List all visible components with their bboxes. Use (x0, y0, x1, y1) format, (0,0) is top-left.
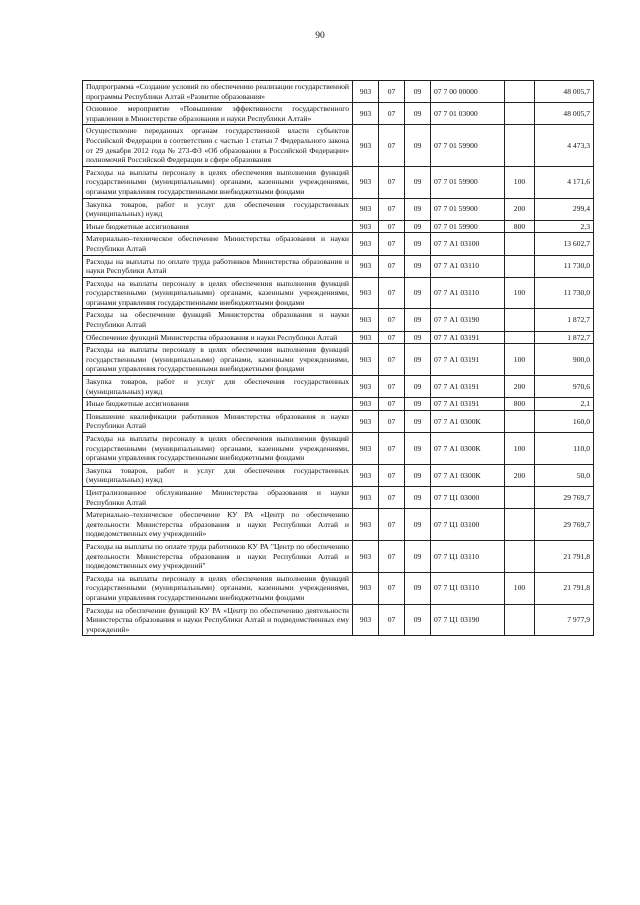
row-sum-cell: 1 872,7 (535, 309, 594, 331)
table-row (83, 125, 594, 166)
row-vr-cell: 800 (505, 398, 535, 411)
row-csr-cell: 07 7 01 59900 (431, 198, 505, 220)
row-rz-cell: 07 (379, 572, 405, 604)
row-name-cell: Расходы на обеспечение функций КУ РА «Центр по обеспечению деятельности Министерства образования и науки Республики Алтай и подведомственных ему учреждений» (83, 604, 353, 636)
page-number: 90 (315, 31, 325, 41)
row-sum-cell: 13 602,7 (535, 233, 594, 255)
row-name-cell: Расходы на выплаты персоналу в целях обеспечения выполнения функций государственными (муниципальными) органами, казенными учреждениями, органами управления государственными внебюджетными фондами (83, 344, 353, 376)
row-pr-cell: 09 (405, 81, 431, 103)
row-name-cell: Повышение квалификации работников Министерства образования и науки Республики Алтай (83, 410, 353, 432)
row-pr-cell: 09 (405, 233, 431, 255)
row-rz-cell: 07 (379, 166, 405, 198)
row-pr-cell: 09 (405, 255, 431, 277)
row-ved-cell: 903 (353, 309, 379, 331)
row-pr-cell: 09 (405, 344, 431, 376)
row-name-cell: Закупка товаров, работ и услуг для обеспечения государственных (муниципальных) нужд (83, 464, 353, 486)
row-ved-cell: 903 (353, 103, 379, 125)
row-name-cell: Расходы на выплаты персоналу в целях обеспечения выполнения функций государственными (муниципальными) органами, казенными учреждениями, органами управления государственными внебюджетными фондами (83, 166, 353, 198)
row-csr-cell: 07 7 А1 03190 (431, 309, 505, 331)
row-sum-cell: 21 791,8 (535, 572, 594, 604)
row-sum-cell: 29 769,7 (535, 486, 594, 508)
row-pr-cell: 09 (405, 604, 431, 636)
row-pr-cell: 09 (405, 410, 431, 432)
row-vr-cell (505, 233, 535, 255)
row-csr-cell: 07 7 А1 03100 (431, 233, 505, 255)
row-rz-cell: 07 (379, 277, 405, 309)
row-name-cell: Расходы на обеспечение функций Министерства образования и науки Республики Алтай (83, 309, 353, 331)
row-sum-cell: 48 005,7 (535, 81, 594, 103)
row-rz-cell: 07 (379, 81, 405, 103)
table-row (83, 486, 594, 508)
row-ved-cell: 903 (353, 81, 379, 103)
row-sum-cell: 160,0 (535, 410, 594, 432)
row-name-cell: Иные бюджетные ассигнования (83, 220, 353, 233)
row-ved-cell: 903 (353, 255, 379, 277)
row-sum-cell: 2,1 (535, 398, 594, 411)
row-name-cell: Расходы на выплаты по оплате труда работников КУ РА "Центр по обеспечению деятельности Министерства образования и науки Республики Алтай и подведомственных ему учреждений" (83, 540, 353, 572)
row-pr-cell: 09 (405, 540, 431, 572)
row-rz-cell: 07 (379, 410, 405, 432)
row-vr-cell: 100 (505, 433, 535, 465)
row-name-cell: Расходы на выплаты по оплате труда работников Министерства образования и науки Республики Алтай (83, 255, 353, 277)
row-ved-cell: 903 (353, 376, 379, 398)
table-row (83, 103, 594, 125)
row-name-cell: Закупка товаров, работ и услуг для обеспечения государственных (муниципальных) нужд (83, 198, 353, 220)
row-ved-cell: 903 (353, 486, 379, 508)
table-row (83, 464, 594, 486)
row-vr-cell: 200 (505, 198, 535, 220)
row-rz-cell: 07 (379, 233, 405, 255)
table-row (83, 166, 594, 198)
row-csr-cell: 07 7 А1 03191 (431, 376, 505, 398)
row-vr-cell (505, 540, 535, 572)
row-pr-cell: 09 (405, 277, 431, 309)
row-ved-cell: 903 (353, 220, 379, 233)
row-csr-cell: 07 7 А1 03191 (431, 344, 505, 376)
row-ved-cell: 903 (353, 331, 379, 344)
table-row (83, 277, 594, 309)
table-row (83, 331, 594, 344)
row-pr-cell: 09 (405, 572, 431, 604)
row-ved-cell: 903 (353, 572, 379, 604)
row-vr-cell: 800 (505, 220, 535, 233)
row-vr-cell (505, 604, 535, 636)
row-vr-cell: 100 (505, 344, 535, 376)
table-row (83, 233, 594, 255)
row-vr-cell: 100 (505, 572, 535, 604)
row-vr-cell (505, 255, 535, 277)
row-pr-cell: 09 (405, 464, 431, 486)
row-vr-cell: 200 (505, 464, 535, 486)
row-vr-cell: 100 (505, 277, 535, 309)
row-csr-cell: 07 7 01 59900 (431, 220, 505, 233)
row-ved-cell: 903 (353, 233, 379, 255)
row-name-cell: Расходы на выплаты персоналу в целях обеспечения выполнения функций государственными (муниципальными) органами, казенными учреждениями, органами управления государственными внебюджетными фондами (83, 433, 353, 465)
row-sum-cell: 11 730,0 (535, 277, 594, 309)
row-name-cell: Иные бюджетные ассигнования (83, 398, 353, 411)
row-csr-cell: 07 7 А1 0300К (431, 410, 505, 432)
row-sum-cell: 4 473,3 (535, 125, 594, 166)
row-rz-cell: 07 (379, 220, 405, 233)
table-row (83, 255, 594, 277)
row-vr-cell: 200 (505, 376, 535, 398)
row-rz-cell: 07 (379, 198, 405, 220)
row-vr-cell (505, 309, 535, 331)
row-sum-cell: 48 005,7 (535, 103, 594, 125)
row-sum-cell: 29 769,7 (535, 509, 594, 541)
row-pr-cell: 09 (405, 198, 431, 220)
row-ved-cell: 903 (353, 398, 379, 411)
row-sum-cell: 970,6 (535, 376, 594, 398)
table-body (83, 81, 594, 636)
row-csr-cell: 07 7 А1 03191 (431, 331, 505, 344)
row-csr-cell: 07 7 Ц1 03000 (431, 486, 505, 508)
row-csr-cell: 07 7 А1 03110 (431, 277, 505, 309)
row-pr-cell: 09 (405, 509, 431, 541)
row-ved-cell: 903 (353, 198, 379, 220)
row-vr-cell (505, 331, 535, 344)
row-vr-cell: 100 (505, 166, 535, 198)
row-csr-cell: 07 7 00 00000 (431, 81, 505, 103)
row-name-cell: Расходы на выплаты персоналу в целях обеспечения выполнения функций государственными (муниципальными) органами, казенными учреждениями, органами управления государственными внебюджетными фондами (83, 277, 353, 309)
row-pr-cell: 09 (405, 331, 431, 344)
row-ved-cell: 903 (353, 509, 379, 541)
row-pr-cell: 09 (405, 103, 431, 125)
row-csr-cell: 07 7 А1 0300К (431, 464, 505, 486)
row-sum-cell: 900,0 (535, 344, 594, 376)
row-sum-cell: 21 791,8 (535, 540, 594, 572)
budget-table (82, 80, 594, 636)
row-pr-cell: 09 (405, 309, 431, 331)
row-name-cell: Централизованное обслуживание Министерства образования и науки Республики Алтай (83, 486, 353, 508)
row-rz-cell: 07 (379, 433, 405, 465)
row-ved-cell: 903 (353, 125, 379, 166)
row-ved-cell: 903 (353, 433, 379, 465)
row-sum-cell: 4 171,6 (535, 166, 594, 198)
table-row (83, 198, 594, 220)
row-ved-cell: 903 (353, 277, 379, 309)
table-row (83, 344, 594, 376)
row-csr-cell: 07 7 А1 03191 (431, 398, 505, 411)
row-vr-cell (505, 125, 535, 166)
row-rz-cell: 07 (379, 604, 405, 636)
row-csr-cell: 07 7 А1 03110 (431, 255, 505, 277)
row-rz-cell: 07 (379, 331, 405, 344)
row-ved-cell: 903 (353, 604, 379, 636)
row-sum-cell: 2,3 (535, 220, 594, 233)
row-ved-cell: 903 (353, 166, 379, 198)
row-vr-cell (505, 103, 535, 125)
row-rz-cell: 07 (379, 376, 405, 398)
table-row (83, 309, 594, 331)
row-name-cell: Обеспечение функций Министерства образования и науки Республики Алтай (83, 331, 353, 344)
row-csr-cell: 07 7 Ц1 03110 (431, 572, 505, 604)
table-row (83, 376, 594, 398)
row-rz-cell: 07 (379, 486, 405, 508)
row-pr-cell: 09 (405, 125, 431, 166)
table-row (83, 220, 594, 233)
table-row (83, 509, 594, 541)
row-vr-cell (505, 81, 535, 103)
row-sum-cell: 50,0 (535, 464, 594, 486)
table-row (83, 433, 594, 465)
row-csr-cell: 07 7 А1 0300К (431, 433, 505, 465)
row-ved-cell: 903 (353, 540, 379, 572)
row-pr-cell: 09 (405, 220, 431, 233)
row-ved-cell: 903 (353, 410, 379, 432)
row-ved-cell: 903 (353, 344, 379, 376)
row-rz-cell: 07 (379, 509, 405, 541)
row-name-cell: Подпрограмма «Создание условий по обеспечению реализации государственной программы Республики Алтай «Развитие образования» (83, 81, 353, 103)
row-name-cell: Основное мероприятие «Повышение эффективности государственного управления в Министерстве образования и науки Республики Алтай» (83, 103, 353, 125)
row-csr-cell: 07 7 01 03000 (431, 103, 505, 125)
row-rz-cell: 07 (379, 125, 405, 166)
row-rz-cell: 07 (379, 103, 405, 125)
row-pr-cell: 09 (405, 398, 431, 411)
row-csr-cell: 07 7 Ц1 03190 (431, 604, 505, 636)
row-sum-cell: 110,0 (535, 433, 594, 465)
row-name-cell: Материально–техническое обеспечение Министерства образования и науки Республики Алтай (83, 233, 353, 255)
row-name-cell: Материально–техническое обеспечение КУ РА «Центр по обеспечению деятельности Министерства образования и науки Республики Алтай и подведомственных ему учреждений» (83, 509, 353, 541)
row-pr-cell: 09 (405, 486, 431, 508)
row-rz-cell: 07 (379, 464, 405, 486)
row-sum-cell: 7 977,9 (535, 604, 594, 636)
row-pr-cell: 09 (405, 166, 431, 198)
row-csr-cell: 07 7 01 59900 (431, 125, 505, 166)
row-name-cell: Осуществление переданных органам государственной власти субъектов Российской Федерации в соответствии с частью 1 статьи 7 Федерального закона от 29 декабря 2012 года № 273-ФЗ «Об образовании в Российской Федерации» полномочий Российской Федерации в сфере образования (83, 125, 353, 166)
row-name-cell: Расходы на выплаты персоналу в целях обеспечения выполнения функций государственными (муниципальными) органами, казенными учреждениями, органами управления государственными внебюджетными фондами (83, 572, 353, 604)
row-name-cell: Закупка товаров, работ и услуг для обеспечения государственных (муниципальных) нужд (83, 376, 353, 398)
row-vr-cell (505, 486, 535, 508)
row-sum-cell: 299,4 (535, 198, 594, 220)
row-pr-cell: 09 (405, 376, 431, 398)
row-csr-cell: 07 7 01 59900 (431, 166, 505, 198)
row-rz-cell: 07 (379, 398, 405, 411)
row-sum-cell: 1 872,7 (535, 331, 594, 344)
row-ved-cell: 903 (353, 464, 379, 486)
row-rz-cell: 07 (379, 344, 405, 376)
table-row (83, 81, 594, 103)
row-rz-cell: 07 (379, 255, 405, 277)
row-vr-cell (505, 410, 535, 432)
row-sum-cell: 11 730,0 (535, 255, 594, 277)
table-row (83, 572, 594, 604)
row-pr-cell: 09 (405, 433, 431, 465)
row-rz-cell: 07 (379, 540, 405, 572)
row-csr-cell: 07 7 Ц1 03110 (431, 540, 505, 572)
table-row (83, 540, 594, 572)
row-csr-cell: 07 7 Ц1 03100 (431, 509, 505, 541)
table-row (83, 410, 594, 432)
table-row (83, 398, 594, 411)
table-row (83, 604, 594, 636)
row-rz-cell: 07 (379, 309, 405, 331)
row-vr-cell (505, 509, 535, 541)
